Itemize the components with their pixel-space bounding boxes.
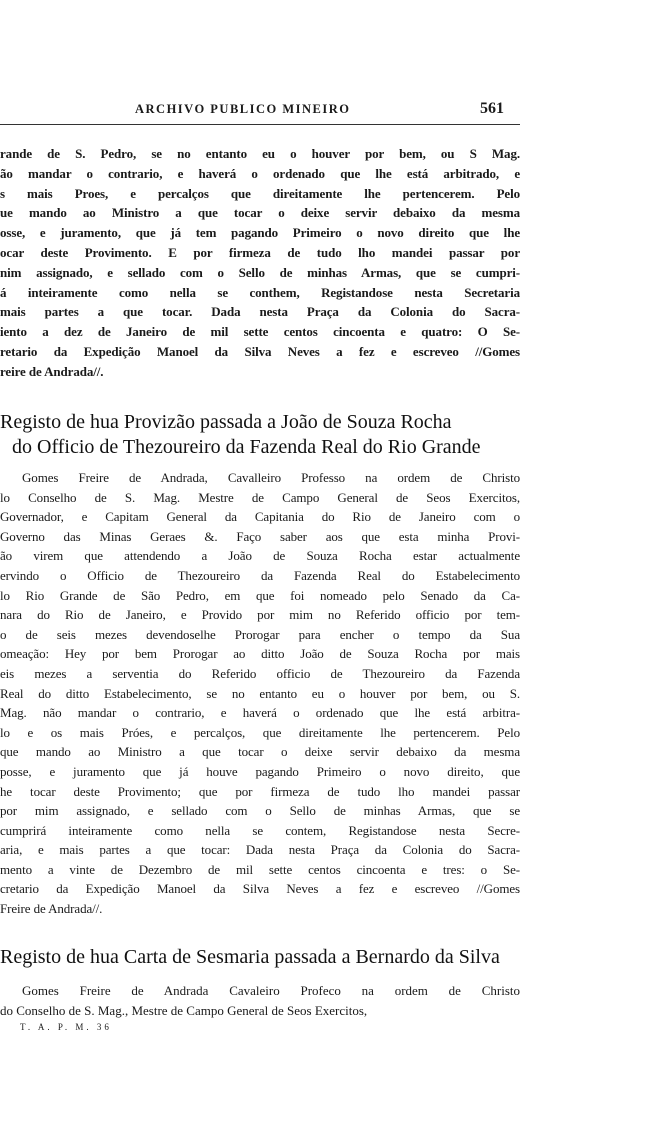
text-line-content: Freire de Andrada//. (0, 901, 103, 917)
text-line (0, 664, 520, 684)
text-line (0, 507, 520, 527)
text-line-content: Mag. não mandar o contrario, e haverá o ordenado que lhe está arbitra- (0, 705, 520, 721)
text-line-content: do Conselho de S. Mag., Mestre de Campo General de Seos Exercitos, (0, 1002, 368, 1018)
text-line (0, 302, 520, 322)
text-line (0, 263, 520, 283)
text-line (0, 223, 520, 243)
text-line-content: cretario da Expedição Manoel da Silva Neves a fez e escreveo //Gomes (0, 881, 520, 897)
text-line (0, 586, 520, 606)
text-line (0, 801, 520, 821)
text-line-content: Governo das Minas Geraes &. Faço saber aos que esta minha Provi- (0, 528, 520, 544)
text-line (0, 342, 520, 362)
text-line-content: ocar deste Provimento. E por firmeza de tudo lho mandei passar por (0, 244, 520, 260)
text-line (0, 1001, 520, 1021)
text-line-content: iento a dez de Janeiro de mil sette centos cincoenta e quatro: O Se- (0, 324, 520, 340)
text-line-content: posse, e juramento que já houve pagando Primeiro o novo direito, que (0, 763, 520, 779)
text-line (0, 782, 520, 802)
text-line-content: por mim assignado, e sellado com o Sello de minhas Armas, que se (0, 803, 520, 819)
header-rule (0, 124, 520, 125)
heading-line: do Officio de Thezoureiro da Fazenda Real do Rio Grande (12, 436, 481, 458)
text-line (0, 684, 520, 704)
section-heading-sesmaria (0, 945, 520, 970)
text-line (0, 840, 520, 860)
paragraph-provizao (0, 468, 520, 919)
text-line-content: ão mandar o contrario, e haverá o ordenado que lhe está arbitrado, e (0, 165, 520, 181)
text-line-content: ervindo o Officio de Thezoureiro da Fazenda Real do Estabelecimento (0, 567, 520, 583)
text-line (0, 644, 520, 664)
page-header (0, 100, 520, 120)
text-line (0, 144, 520, 164)
text-line (0, 283, 520, 303)
text-line-content: nara do Rio de Janeiro, e Provido por mim no Referido officio por tem- (0, 607, 520, 623)
text-line (0, 203, 520, 223)
text-line (0, 322, 520, 342)
text-line-content: s mais Proes, e percalços que direitamente lhe pertencerem. Pelo (0, 185, 520, 201)
text-line-content: ão virem que attendendo a João de Souza Rocha estar actualmente (0, 548, 520, 564)
text-line-content: cumprirá inteiramente como nella se contem, Registandose nesta Secre- (0, 822, 520, 838)
text-line (0, 762, 520, 782)
text-line-content: mento a vinte de Dezembro de mil sette centos cincoenta e tres: o Se- (0, 861, 520, 877)
text-line-content: aria, e mais partes a que tocar: Dada nesta Praça da Colonia do Sacra- (0, 842, 520, 858)
page-number: 561 (480, 100, 504, 117)
text-line-content: osse, e juramento, que já tem pagando Primeiro o novo direito que lhe (0, 225, 520, 241)
text-line-content: Gomes Freire de Andrada Cavaleiro Profeco na ordem de Christo (22, 983, 520, 998)
section-heading-provizao (0, 410, 520, 460)
paragraph-sesmaria (0, 981, 520, 1020)
text-line (0, 981, 520, 1001)
text-line (0, 605, 520, 625)
text-line (0, 625, 520, 645)
printer-signature: T. A. P. M. 36 (20, 1022, 112, 1032)
text-line (0, 164, 520, 184)
text-line (0, 362, 520, 382)
text-line-content: lo e os mais Próes, e percalços, que direitamente lhe pertencerem. Pelo (0, 724, 520, 740)
text-line-content: rande de S. Pedro, se no entanto eu o houver por bem, ou S Mag. (0, 146, 520, 161)
text-line-content: eis mezes a serventia do Referido officio de Thezoureiro da Fazenda (0, 665, 520, 681)
heading-line: Registo de hua Carta de Sesmaria passada a Bernardo da Silva (0, 946, 500, 968)
text-line (0, 723, 520, 743)
text-line-content: á inteiramente como nella se conthem, Registandose nesta Secretaria (0, 284, 520, 300)
text-line-content: omeação: Hey por bem Prorogar ao ditto João de Souza Rocha por mais (0, 646, 520, 662)
text-line (0, 546, 520, 566)
text-line-content: o de seis mezes devendoselhe Prorogar para encher o tempo da Sua (0, 626, 520, 642)
text-line-content: Governador, e Capitam General da Capitania do Rio de Janeiro com o (0, 509, 520, 525)
paragraph-continuation (0, 144, 520, 382)
text-line-content: mais partes a que tocar. Dada nesta Praça da Colonia do Sacra- (0, 304, 520, 320)
text-line-content: lo Rio Grande de São Pedro, em que foi nomeado pelo Senado da Ca- (0, 587, 520, 603)
text-line (0, 879, 520, 899)
text-line (0, 742, 520, 762)
text-line-content: Gomes Freire de Andrada, Cavalleiro Professo na ordem de Christo (22, 470, 520, 485)
heading-line: Registo de hua Provizão passada a João de Souza Rocha (0, 411, 452, 433)
text-line-content: que mando ao Ministro a que tocar o deixe servir debaixo da mesma (0, 744, 520, 760)
text-line (0, 243, 520, 263)
text-line-content: retario da Expedição Manoel da Silva Neves a fez e escreveo //Gomes (0, 343, 520, 359)
text-line-content: Real do ditto Estabelecimento, se no entanto eu o houver por bem, ou S. (0, 685, 520, 701)
text-line-content: he tocar deste Provimento; que por firmeza de tudo lho mandei passar (0, 783, 520, 799)
text-line (0, 468, 520, 488)
text-line-content: lo Conselho de S. Mag. Mestre de Campo General de Seos Exercitos, (0, 489, 520, 505)
text-line (0, 566, 520, 586)
running-head: ARCHIVO PUBLICO MINEIRO (135, 102, 351, 116)
text-line (0, 821, 520, 841)
text-line (0, 527, 520, 547)
text-line (0, 860, 520, 880)
text-line-content: nim assignado, e sellado com o Sello de minhas Armas, que se cumpri- (0, 264, 520, 280)
text-line (0, 184, 520, 204)
text-line (0, 488, 520, 508)
text-line-content: ue mando ao Ministro a que tocar o deixe servir debaixo da mesma (0, 205, 520, 221)
text-line (0, 703, 520, 723)
text-line (0, 899, 520, 919)
text-line-content: reire de Andrada//. (0, 363, 104, 379)
